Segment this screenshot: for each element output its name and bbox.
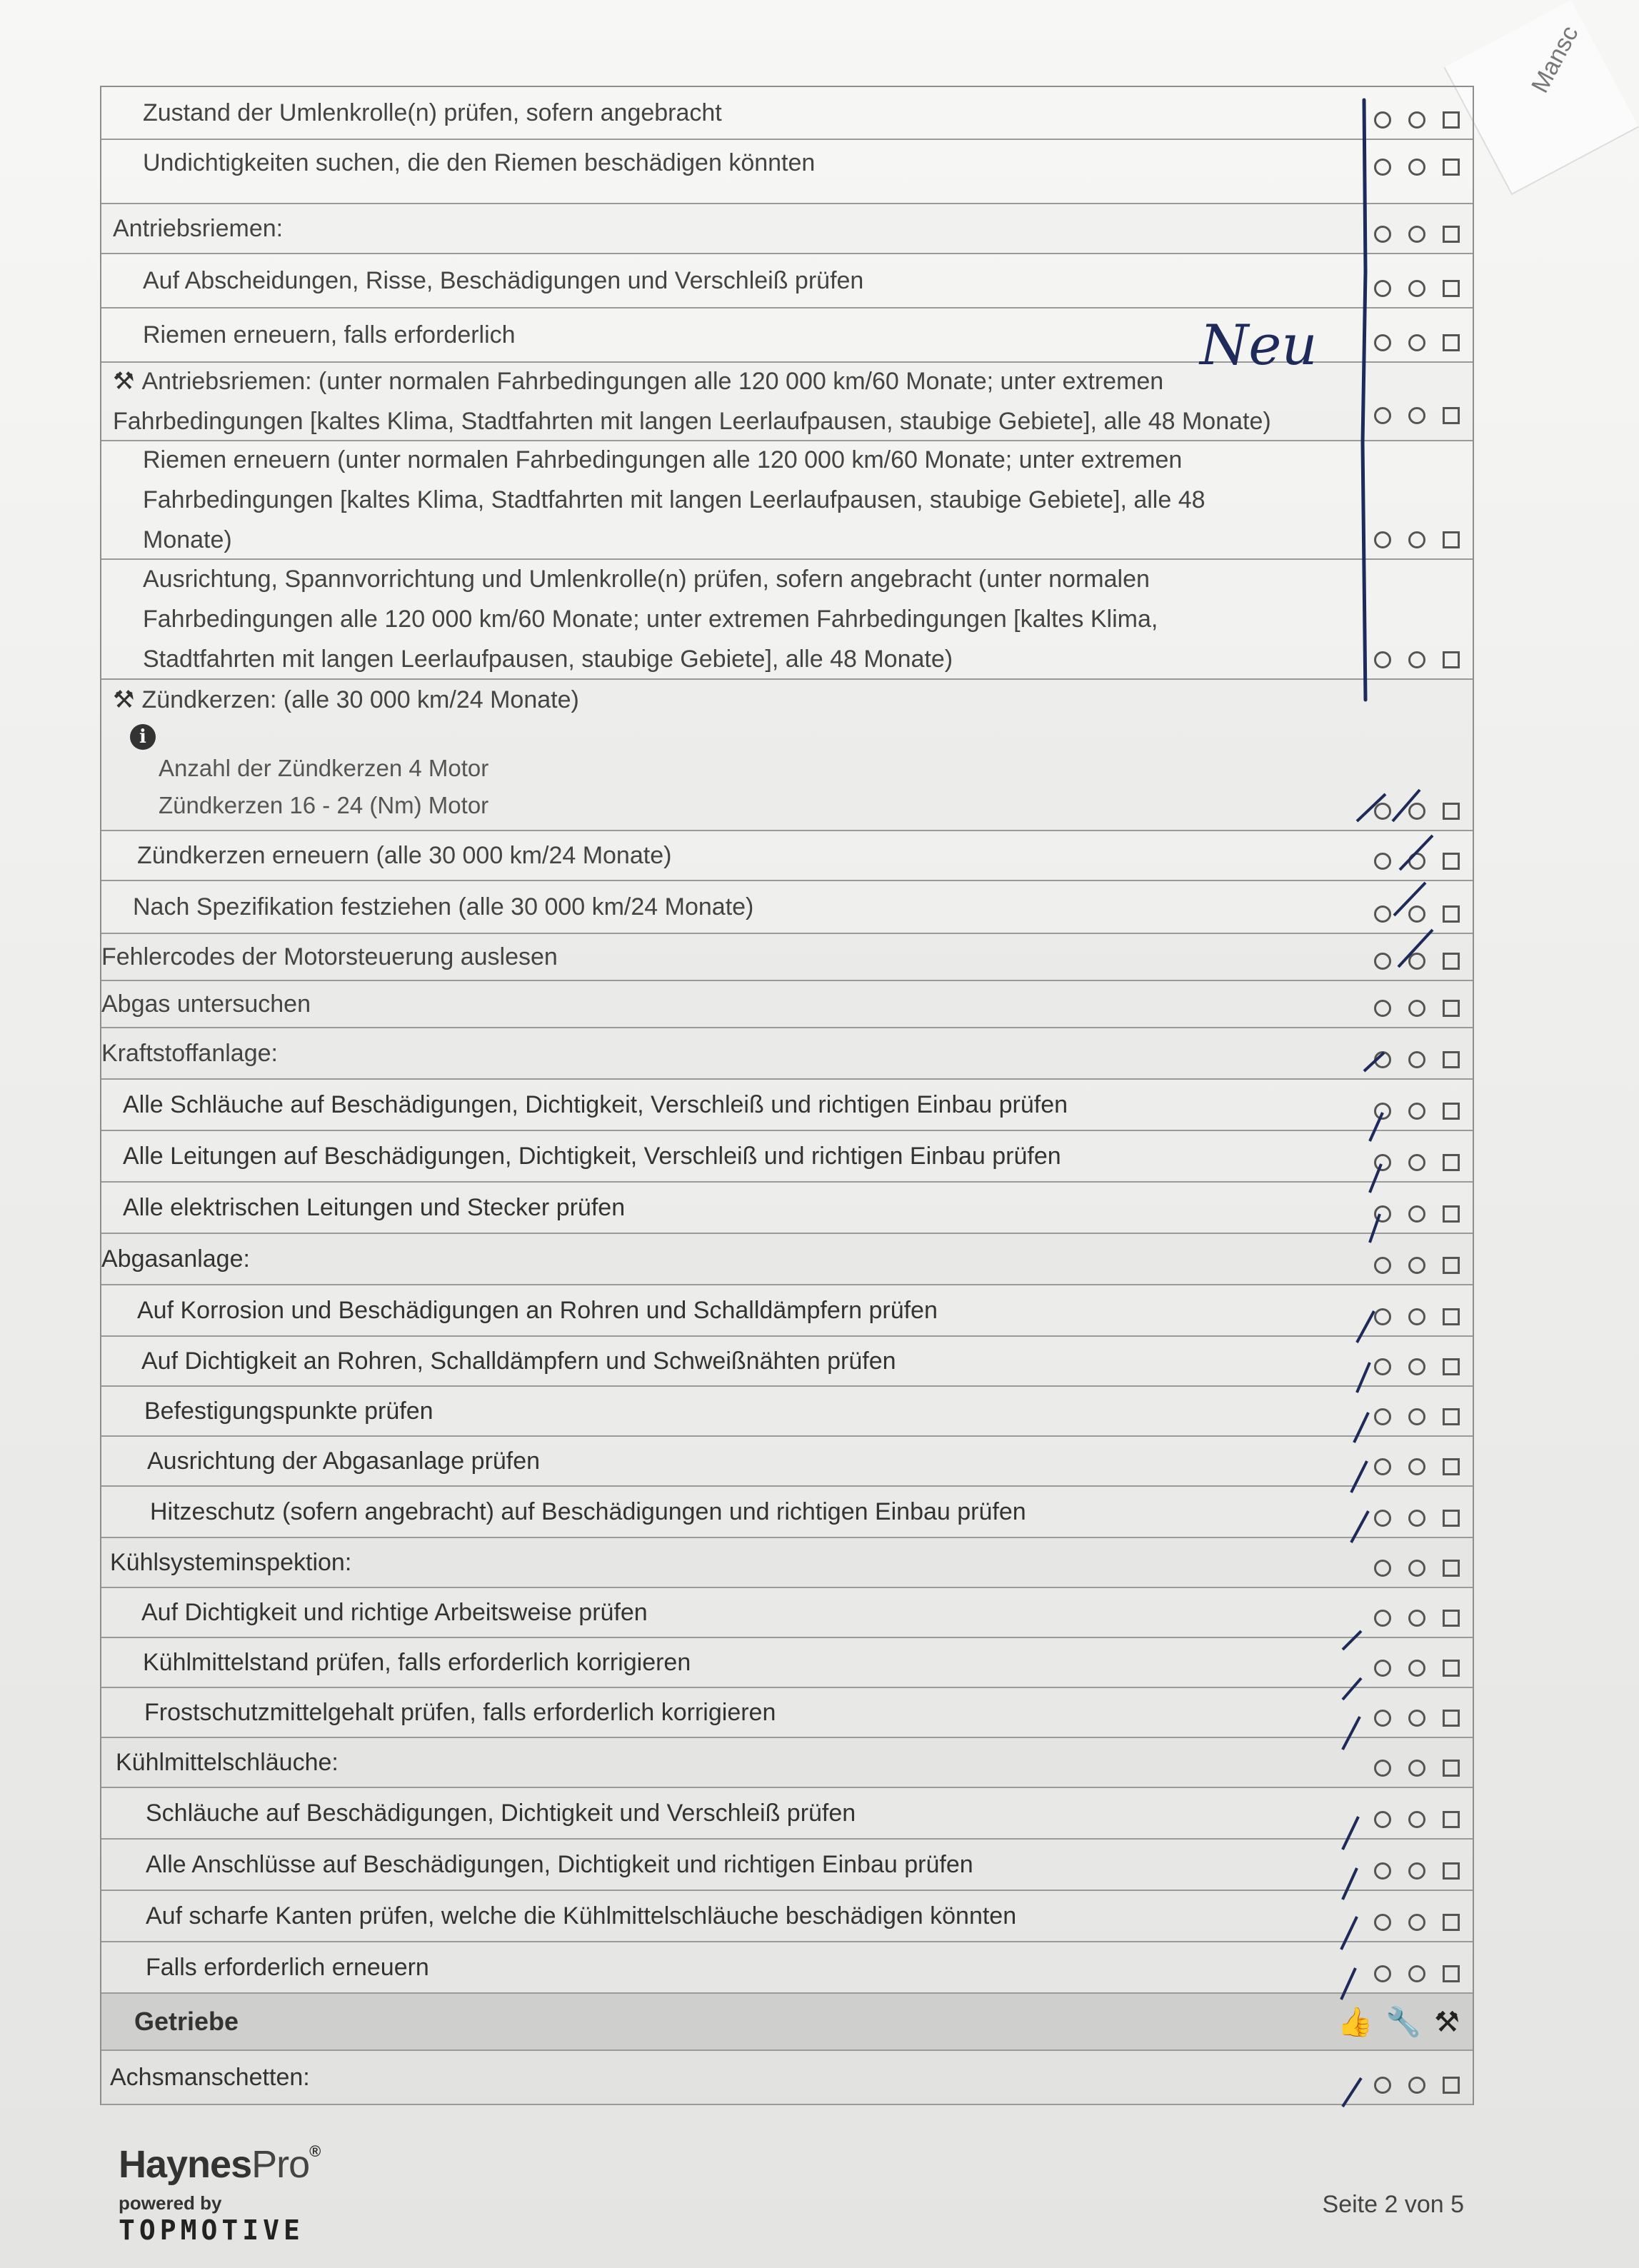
ok-circle[interactable] <box>1374 2077 1391 2094</box>
corner-note: Mansc <box>1525 21 1584 98</box>
row-checkboxes <box>1374 1914 1460 1931</box>
repair-circle[interactable] <box>1408 531 1425 548</box>
ok-circle[interactable] <box>1374 1103 1391 1120</box>
row-checkboxes <box>1374 1051 1460 1068</box>
row-checkboxes <box>1374 1103 1460 1120</box>
checklist-row <box>101 934 1473 981</box>
row-label: Frostschutzmittelgehalt prüfen, falls erforderlich korrigieren <box>144 1699 776 1726</box>
row-label: Zustand der Umlenkrolle(n) prüfen, sofern angebracht <box>143 99 722 126</box>
row-checkboxes <box>1374 1408 1460 1425</box>
checklist-row <box>101 1028 1473 1080</box>
ok-circle[interactable] <box>1374 853 1391 870</box>
checklist-row <box>101 1538 1473 1588</box>
row-label <box>101 680 765 720</box>
row-label: Auf scharfe Kanten prüfen, welche die Kühlmittelschläuche beschädigen könnten <box>146 1902 1017 1930</box>
repair-circle[interactable] <box>1408 1811 1425 1828</box>
row-label: Achsmanschetten: <box>110 2064 310 2091</box>
row-label: Auf Dichtigkeit und richtige Arbeitsweise prüfen <box>141 1599 648 1626</box>
row-label: Abgasanlage: <box>101 1245 250 1273</box>
na-square[interactable] <box>1443 651 1460 668</box>
row-checkboxes <box>1374 1257 1460 1274</box>
row-label: Antriebsriemen: <box>113 215 284 242</box>
na-square[interactable] <box>1443 1103 1460 1120</box>
na-square[interactable] <box>1443 159 1460 176</box>
checklist-row <box>101 1588 1473 1638</box>
ok-circle[interactable] <box>1374 1510 1391 1527</box>
na-square[interactable] <box>1443 1862 1460 1880</box>
na-square[interactable] <box>1443 1610 1460 1627</box>
na-square[interactable] <box>1443 531 1460 548</box>
row-checkboxes <box>1374 1965 1460 1982</box>
ok-circle[interactable] <box>1374 1000 1391 1017</box>
na-square[interactable] <box>1443 1458 1460 1475</box>
ok-circle[interactable] <box>1374 111 1391 129</box>
row-label: Nach Spezifikation festziehen (alle 30 000 km/24 Monate) <box>133 893 754 920</box>
na-square[interactable] <box>1443 2077 1460 2094</box>
row-label: Kühlmittelschläuche: <box>116 1749 339 1776</box>
row-checkboxes <box>1374 2077 1460 2094</box>
repair-circle[interactable] <box>1408 853 1425 870</box>
row-checkboxes <box>1374 803 1460 820</box>
checklist-row <box>101 1234 1473 1285</box>
checklist-row <box>101 1337 1473 1387</box>
ok-circle[interactable] <box>1374 1862 1391 1880</box>
row-checkboxes <box>1374 334 1460 351</box>
checklist-row <box>101 441 1473 560</box>
section-legend <box>1338 2008 1460 2037</box>
brand-main: Haynes <box>119 2143 252 2186</box>
checklist-row <box>101 1183 1473 1234</box>
row-label <box>101 361 1473 441</box>
row-checkboxes <box>1374 280 1460 297</box>
ok-circle[interactable] <box>1374 1660 1391 1677</box>
row-checkboxes <box>1374 1610 1460 1627</box>
checklist-row <box>101 308 1473 363</box>
checklist-row <box>101 1638 1473 1688</box>
na-square[interactable] <box>1443 1510 1460 1527</box>
section-title: Getriebe <box>134 2007 239 2036</box>
checklist-row <box>101 1387 1473 1437</box>
ok-circle[interactable] <box>1374 280 1391 297</box>
na-square[interactable] <box>1443 1560 1460 1577</box>
ok-circle[interactable] <box>1374 953 1391 970</box>
ok-circle[interactable] <box>1374 651 1391 668</box>
repair-circle[interactable] <box>1408 1458 1425 1475</box>
checklist-row <box>101 881 1473 934</box>
row-checkboxes <box>1374 1811 1460 1828</box>
ok-circle[interactable] <box>1374 1358 1391 1375</box>
repair-circle[interactable] <box>1408 905 1425 923</box>
na-square[interactable] <box>1443 1154 1460 1171</box>
repair-circle[interactable] <box>1408 1000 1425 1017</box>
ok-circle[interactable] <box>1374 1560 1391 1577</box>
thumb-up-icon: 👍 <box>1337 2007 1373 2038</box>
row-checkboxes <box>1374 1760 1460 1777</box>
na-square[interactable] <box>1443 1308 1460 1325</box>
checklist-row <box>101 981 1473 1028</box>
row-checkboxes <box>1374 1660 1460 1677</box>
ok-circle[interactable] <box>1374 159 1391 176</box>
page-number: Seite 2 von 5 <box>1322 2191 1464 2218</box>
row-label: Schläuche auf Beschädigungen, Dichtigkeit und Verschleiß prüfen <box>146 1800 856 1827</box>
info-icon: i <box>130 724 156 750</box>
ok-circle[interactable] <box>1374 1760 1391 1777</box>
repair-circle[interactable] <box>1408 1560 1425 1577</box>
repair-circle[interactable] <box>1408 1760 1425 1777</box>
tool-icon: ⚒ <box>113 686 135 713</box>
na-square[interactable] <box>1443 407 1460 424</box>
row-label: Alle Leitungen auf Beschädigungen, Dichtigkeit, Verschleiß und richtigen Einbau prüfen <box>123 1143 1061 1170</box>
wrench-icon: 🔧 <box>1385 2007 1422 2038</box>
repair-circle[interactable] <box>1408 651 1425 668</box>
ok-circle[interactable] <box>1374 334 1391 351</box>
checklist-row <box>101 254 1473 308</box>
repair-circle[interactable] <box>1408 1051 1425 1068</box>
row-checkboxes <box>1374 1862 1460 1880</box>
repair-circle[interactable] <box>1408 111 1425 129</box>
repair-circle[interactable] <box>1408 1965 1425 1982</box>
row-checkboxes <box>1374 1510 1460 1527</box>
ok-circle[interactable] <box>1374 531 1391 548</box>
row-checkboxes <box>1374 1710 1460 1727</box>
repair-circle[interactable] <box>1408 1358 1425 1375</box>
row-label: Kühlmittelstand prüfen, falls erforderlich korrigieren <box>143 1649 691 1676</box>
na-square[interactable] <box>1443 953 1460 970</box>
ok-circle[interactable] <box>1374 407 1391 424</box>
checklist-row <box>101 560 1473 680</box>
brand-name <box>119 2142 320 2187</box>
checklist-row <box>101 1080 1473 1131</box>
na-square[interactable] <box>1443 1811 1460 1828</box>
checklist-row <box>101 204 1473 254</box>
na-square[interactable] <box>1443 1000 1460 1017</box>
ok-circle[interactable] <box>1374 1308 1391 1325</box>
row-checkboxes <box>1374 159 1460 176</box>
checklist-row <box>101 1891 1473 1942</box>
na-square[interactable] <box>1443 1257 1460 1274</box>
ok-circle[interactable] <box>1374 1408 1391 1425</box>
repair-circle[interactable] <box>1408 159 1425 176</box>
info-line: Zündkerzen 16 - 24 (Nm) Motor <box>159 792 489 818</box>
row-checkboxes <box>1374 407 1460 424</box>
repair-circle[interactable] <box>1408 1510 1425 1527</box>
na-square[interactable] <box>1443 280 1460 297</box>
checklist-row <box>101 1688 1473 1738</box>
repair-circle[interactable] <box>1408 280 1425 297</box>
row-label: Hitzeschutz (sofern angebracht) auf Beschädigungen und richtigen Einbau prüfen <box>150 1498 1026 1525</box>
row-label: Auf Abscheidungen, Risse, Beschädigungen und Verschleiß prüfen <box>143 267 864 294</box>
repair-circle[interactable] <box>1408 226 1425 243</box>
checklist-row <box>101 1942 1473 1994</box>
row-label: Fehlercodes der Motorsteuerung auslesen <box>101 943 558 970</box>
topmotive-logo: TOPMOTIVE <box>119 2214 304 2246</box>
checklist-row <box>101 831 1473 881</box>
handwritten-note: Neu <box>1200 313 1318 378</box>
repair-circle[interactable] <box>1408 1862 1425 1880</box>
na-square[interactable] <box>1443 1660 1460 1677</box>
na-square[interactable] <box>1443 226 1460 243</box>
row-label: Ausrichtung, Spannvorrichtung und Umlenkrolle(n) prüfen, sofern angebracht (unter normalen Fahrbedingungen alle 120 000 km/60 Monate; unter extremen Fahrbedingungen [kaltes Klima, Stadtfahrten mit langen Leerlaufpausen, staubige Gebiete], alle 48 Monate) <box>143 566 1158 673</box>
powered-by-label: powered by <box>119 2192 222 2214</box>
ok-circle[interactable] <box>1374 1458 1391 1475</box>
row-label-text: Antriebsriemen: (unter normalen Fahrbedingungen alle 120 000 km/60 Monate; unter extremen Fahrbedingungen [kaltes Klima, Stadtfahrten mit langen Leerlaufpausen, staubige Gebiete], alle 48 Monate) <box>113 368 1271 435</box>
repair-circle[interactable] <box>1408 803 1425 820</box>
row-checkboxes <box>1374 651 1460 668</box>
row-label: Alle Schläuche auf Beschädigungen, Dichtigkeit, Verschleiß und richtigen Einbau prüfen <box>123 1091 1068 1118</box>
row-label: Kühlsysteminspektion: <box>110 1549 352 1576</box>
repair-circle[interactable] <box>1408 2077 1425 2094</box>
na-square[interactable] <box>1443 1965 1460 1982</box>
row-checkboxes <box>1374 1000 1460 1017</box>
row-label: Abgas untersuchen <box>101 990 311 1018</box>
checklist-row <box>101 1131 1473 1183</box>
checklist-row <box>101 1487 1473 1538</box>
repair-circle[interactable] <box>1408 1308 1425 1325</box>
ok-circle[interactable] <box>1374 1051 1391 1068</box>
repair-circle[interactable] <box>1408 1154 1425 1171</box>
na-square[interactable] <box>1443 803 1460 820</box>
row-label: Falls erforderlich erneuern <box>146 1954 429 1981</box>
row-checkboxes <box>1374 1358 1460 1375</box>
ok-circle[interactable] <box>1374 226 1391 243</box>
row-checkboxes <box>1374 1205 1460 1223</box>
repair-circle[interactable] <box>1408 1610 1425 1627</box>
row-checkboxes <box>1374 226 1460 243</box>
na-square[interactable] <box>1443 1710 1460 1727</box>
ok-circle[interactable] <box>1374 905 1391 923</box>
ok-circle[interactable] <box>1374 1965 1391 1982</box>
row-label: Auf Korrosion und Beschädigungen an Rohren und Schalldämpfern prüfen <box>137 1297 938 1324</box>
checklist-row <box>101 1738 1473 1788</box>
repair-circle[interactable] <box>1408 1257 1425 1274</box>
ok-circle[interactable] <box>1374 1914 1391 1931</box>
ok-circle[interactable] <box>1374 1811 1391 1828</box>
brand-pro: Pro <box>251 2143 310 2186</box>
na-square[interactable] <box>1443 905 1460 923</box>
repair-circle[interactable] <box>1408 1710 1425 1727</box>
row-label: Befestigungspunkte prüfen <box>144 1398 433 1425</box>
repair-circle[interactable] <box>1408 407 1425 424</box>
row-label: Riemen erneuern (unter normalen Fahrbedingungen alle 120 000 km/60 Monate; unter extremen Fahrbedingungen [kaltes Klima, Stadtfahrten mit langen Leerlaufpausen, staubige Gebiete], alle 48 Monate) <box>143 446 1206 553</box>
row-label: Ausrichtung der Abgasanlage prüfen <box>147 1447 541 1475</box>
row-checkboxes <box>1374 905 1460 923</box>
na-square[interactable] <box>1443 111 1460 129</box>
checklist-row <box>101 2051 1473 2105</box>
na-square[interactable] <box>1443 1914 1460 1931</box>
checklist-row <box>101 363 1473 441</box>
na-square[interactable] <box>1443 334 1460 351</box>
checklist-row <box>101 1788 1473 1840</box>
repair-circle[interactable] <box>1408 334 1425 351</box>
repair-circle[interactable] <box>1408 1205 1425 1223</box>
row-checkboxes <box>1374 1154 1460 1171</box>
row-label: Kraftstoffanlage: <box>101 1040 278 1067</box>
checklist-row <box>101 140 1473 204</box>
brand-reg: ® <box>309 2142 321 2160</box>
row-checkboxes <box>1374 1308 1460 1325</box>
row-label-text: Zündkerzen: (alle 30 000 km/24 Monate) <box>141 686 579 713</box>
ok-circle[interactable] <box>1374 803 1391 820</box>
row-label: Alle elektrischen Leitungen und Stecker prüfen <box>123 1194 626 1221</box>
na-square[interactable] <box>1443 1051 1460 1068</box>
row-checkboxes <box>1374 531 1460 548</box>
row-label: Auf Dichtigkeit an Rohren, Schalldämpfern und Schweißnähten prüfen <box>141 1348 896 1375</box>
checklist-table <box>100 86 1474 2105</box>
repair-circle[interactable] <box>1408 953 1425 970</box>
haynespro-logo <box>119 2142 320 2246</box>
ok-circle[interactable] <box>1374 1257 1391 1274</box>
na-square[interactable] <box>1443 1358 1460 1375</box>
checklist-row <box>101 1285 1473 1337</box>
checklist-row <box>101 680 1473 831</box>
info-line: Anzahl der Zündkerzen 4 Motor <box>159 755 489 781</box>
row-checkboxes <box>1374 111 1460 129</box>
tools-icon: ⚒ <box>1434 2007 1460 2038</box>
ok-circle[interactable] <box>1374 1610 1391 1627</box>
row-label: Riemen erneuern, falls erforderlich <box>143 321 516 348</box>
ok-circle[interactable] <box>1374 1205 1391 1223</box>
tool-icon: ⚒ <box>113 368 135 395</box>
repair-circle[interactable] <box>1408 1103 1425 1120</box>
row-checkboxes <box>1374 953 1460 970</box>
row-label: Alle Anschlüsse auf Beschädigungen, Dichtigkeit und richtigen Einbau prüfen <box>146 1851 973 1878</box>
ok-circle[interactable] <box>1374 1710 1391 1727</box>
row-checkboxes <box>1374 853 1460 870</box>
repair-circle[interactable] <box>1408 1914 1425 1931</box>
row-checkboxes <box>1374 1458 1460 1475</box>
checklist-row <box>101 1840 1473 1891</box>
checklist-row <box>101 1437 1473 1487</box>
repair-circle[interactable] <box>1408 1408 1425 1425</box>
ok-circle[interactable] <box>1374 1154 1391 1171</box>
row-label: Undichtigkeiten suchen, die den Riemen beschädigen könnten <box>143 149 816 176</box>
na-square[interactable] <box>1443 1205 1460 1223</box>
row-checkboxes <box>1374 1560 1460 1577</box>
na-square[interactable] <box>1443 1408 1460 1425</box>
row-label: Zündkerzen erneuern (alle 30 000 km/24 Monate) <box>137 842 672 869</box>
na-square[interactable] <box>1443 1760 1460 1777</box>
na-square[interactable] <box>1443 853 1460 870</box>
checklist-section-header <box>101 1994 1473 2051</box>
checklist-row <box>101 87 1473 140</box>
repair-circle[interactable] <box>1408 1660 1425 1677</box>
